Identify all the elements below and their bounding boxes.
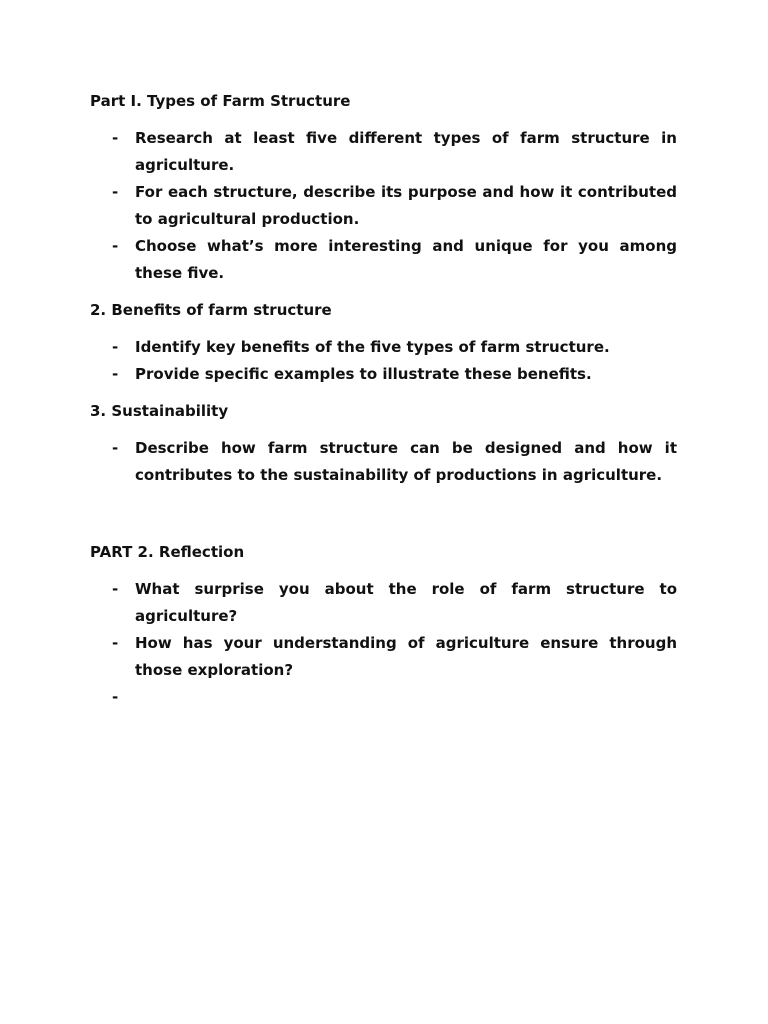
bullet-dash: - bbox=[112, 439, 119, 457]
list-item bbox=[90, 435, 677, 489]
bullet-dash: - bbox=[112, 580, 119, 598]
list-item bbox=[90, 630, 677, 684]
list-item-empty bbox=[90, 684, 677, 711]
list-item-text: Identify key benefits of the five types of farm structure. bbox=[135, 338, 610, 356]
part2-heading: PART 2. Reflection bbox=[90, 543, 245, 561]
part1-list bbox=[90, 125, 677, 287]
list-item-text: Choose what’s more interesting and unique for you among these five. bbox=[135, 237, 677, 282]
section2-list bbox=[90, 334, 677, 388]
part2-list bbox=[90, 576, 677, 711]
list-item bbox=[90, 179, 677, 233]
list-item-text: How has your understanding of agriculture ensure through those exploration? bbox=[135, 634, 677, 679]
list-item bbox=[90, 576, 677, 630]
list-item-text bbox=[135, 684, 677, 711]
bullet-dash: - bbox=[112, 688, 119, 706]
list-item bbox=[90, 334, 677, 361]
bullet-dash: - bbox=[112, 183, 119, 201]
list-item-text: Research at least five different types of farm structure in agriculture. bbox=[135, 129, 677, 174]
section2-heading: 2. Benefits of farm structure bbox=[90, 301, 332, 319]
bullet-dash: - bbox=[112, 634, 119, 652]
list-item bbox=[90, 361, 677, 388]
bullet-dash: - bbox=[112, 129, 119, 147]
list-item bbox=[90, 125, 677, 179]
list-item bbox=[90, 233, 677, 287]
bullet-dash: - bbox=[112, 365, 119, 383]
list-item-text: What surprise you about the role of farm structure to agriculture? bbox=[135, 580, 677, 625]
bullet-dash: - bbox=[112, 338, 119, 356]
list-item-text: Provide specific examples to illustrate these benefits. bbox=[135, 365, 592, 383]
document-page bbox=[90, 88, 677, 721]
section3-list bbox=[90, 435, 677, 489]
section3-heading: 3. Sustainability bbox=[90, 402, 229, 420]
part1-heading: Part I. Types of Farm Structure bbox=[90, 92, 351, 110]
section-spacer bbox=[90, 499, 677, 539]
list-item-text: Describe how farm structure can be designed and how it contributes to the sustainability of productions in agriculture. bbox=[135, 439, 677, 484]
list-item-text: For each structure, describe its purpose and how it contributed to agricultural production. bbox=[135, 183, 677, 228]
bullet-dash: - bbox=[112, 237, 119, 255]
